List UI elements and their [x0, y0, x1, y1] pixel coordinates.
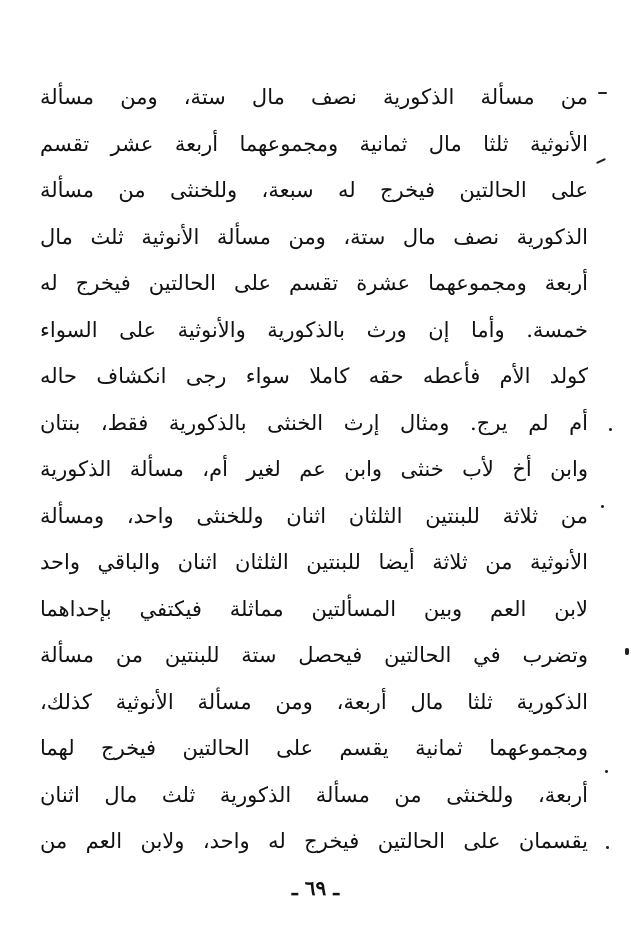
text-line-8: أم لم يرج. ومثال إرث الخنثى بالذكورية فقط، بنتان	[40, 410, 588, 435]
text-line-5: أربعة ومجموعهما عشرة تقسم على الحالتين فيخرج له	[40, 271, 588, 295]
text-line-4: الذكورية نصف مال ستة، ومن مسألة الأنوثية ثلث مال	[40, 224, 588, 249]
text-line-15: ومجموعهما ثمانية يقسم على الحالتين فيخرج لهما	[40, 736, 588, 760]
scan-speck	[598, 92, 607, 94]
scan-speck	[601, 505, 604, 508]
text-line-7: كولد الأم فأعطه حقه كاملا سواء رجى انكشاف حاله	[40, 364, 588, 388]
text-line-13: وتضرب في الحالتين فيحصل ستة للبنتين من مسألة	[40, 643, 588, 667]
text-line-10: من ثلاثة للبنتين الثلثان اثنان وللخنثى واحد، ومسألة	[40, 503, 588, 528]
text-line-6: خمسة. وأما إن ورث بالذكورية والأنوثية على السواء	[40, 317, 588, 342]
text-line-17: يقسمان على الحالتين فيخرج له واحد، ولابن العم من	[40, 829, 588, 853]
text-line-9: وابن أخ لأب خنثى وابن عم لغير أم، مسألة الذكورية	[40, 457, 588, 481]
body-text	[40, 74, 588, 865]
page-number: ـ ٦٩ ـ	[291, 876, 340, 900]
scan-speck	[609, 428, 612, 431]
text-line-1: من مسألة الذكورية نصف مال ستة، ومن مسألة	[40, 85, 588, 109]
scan-speck	[625, 648, 629, 655]
text-line-14: الذكورية ثلثا مال أربعة، ومن مسألة الأنوثية كذلك،	[40, 689, 588, 714]
text-line-12: لابن العم وبين المسألتين مماثلة فيكتفي بإحداهما	[40, 596, 588, 621]
scan-speck	[596, 158, 606, 164]
text-line-3: على الحالتين فيخرج له سبعة، وللخنثى من مسألة	[40, 178, 588, 202]
text-line-16: أربعة، وللخنثى من مسألة الذكورية ثلث مال اثنان	[40, 782, 588, 807]
scan-speck	[605, 770, 608, 773]
text-line-2: الأنوثية ثلثا مال ثمانية ومجموعهما أربعة عشر تقسم	[40, 131, 588, 156]
text-line-11: الأنوثية من ثلاثة أيضا للبنتين الثلثان اثنان والباقي واحد	[40, 550, 588, 574]
scan-speck	[606, 846, 609, 849]
